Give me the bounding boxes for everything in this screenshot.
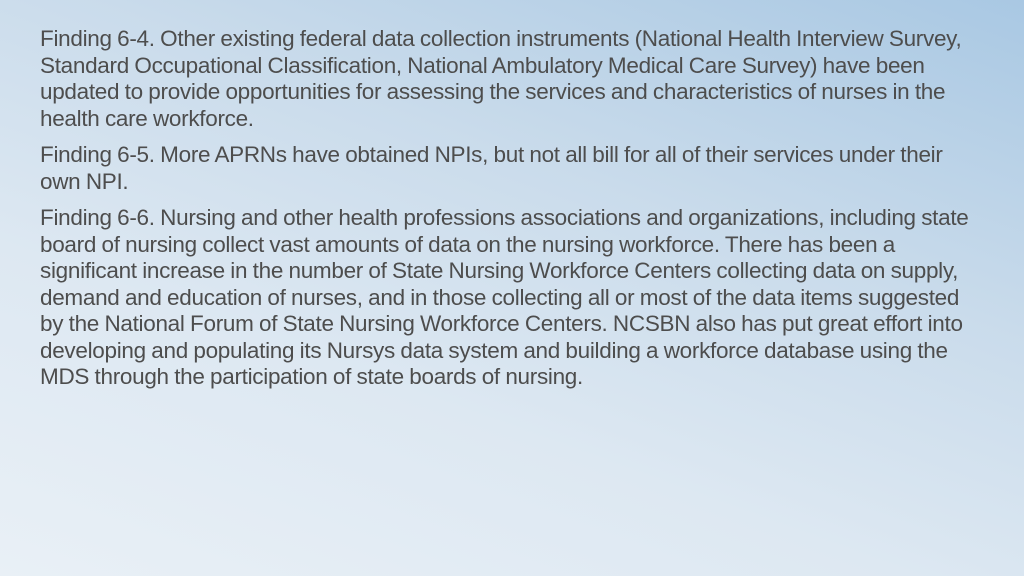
- finding-6-4-paragraph: Finding 6-4. Other existing federal data collection instruments (National Health Interview Survey, Standard Occupational Classification, National Ambulatory Medical Care Survey) have been updated to provide opportunities for assessing the services and characteristics of nurses in the health care workforce.: [40, 26, 962, 131]
- finding-6-6-paragraph: Finding 6-6. Nursing and other health professions associations and organizations, including state board of nursing collect vast amounts of data on the nursing workforce. There has been a significant increase in the number of State Nursing Workforce Centers collecting data on supply, demand and education of nurses, and in those collecting all or most of the data items suggested by the National Forum of State Nursing Workforce Centers. NCSBN also has put great effort into developing and populating its Nursys data system and building a workforce database using the MDS through the participation of state boards of nursing.: [40, 205, 969, 389]
- slide-body: [40, 26, 980, 401]
- finding-6-5-paragraph: Finding 6-5. More APRNs have obtained NPIs, but not all bill for all of their services under their own NPI.: [40, 142, 943, 194]
